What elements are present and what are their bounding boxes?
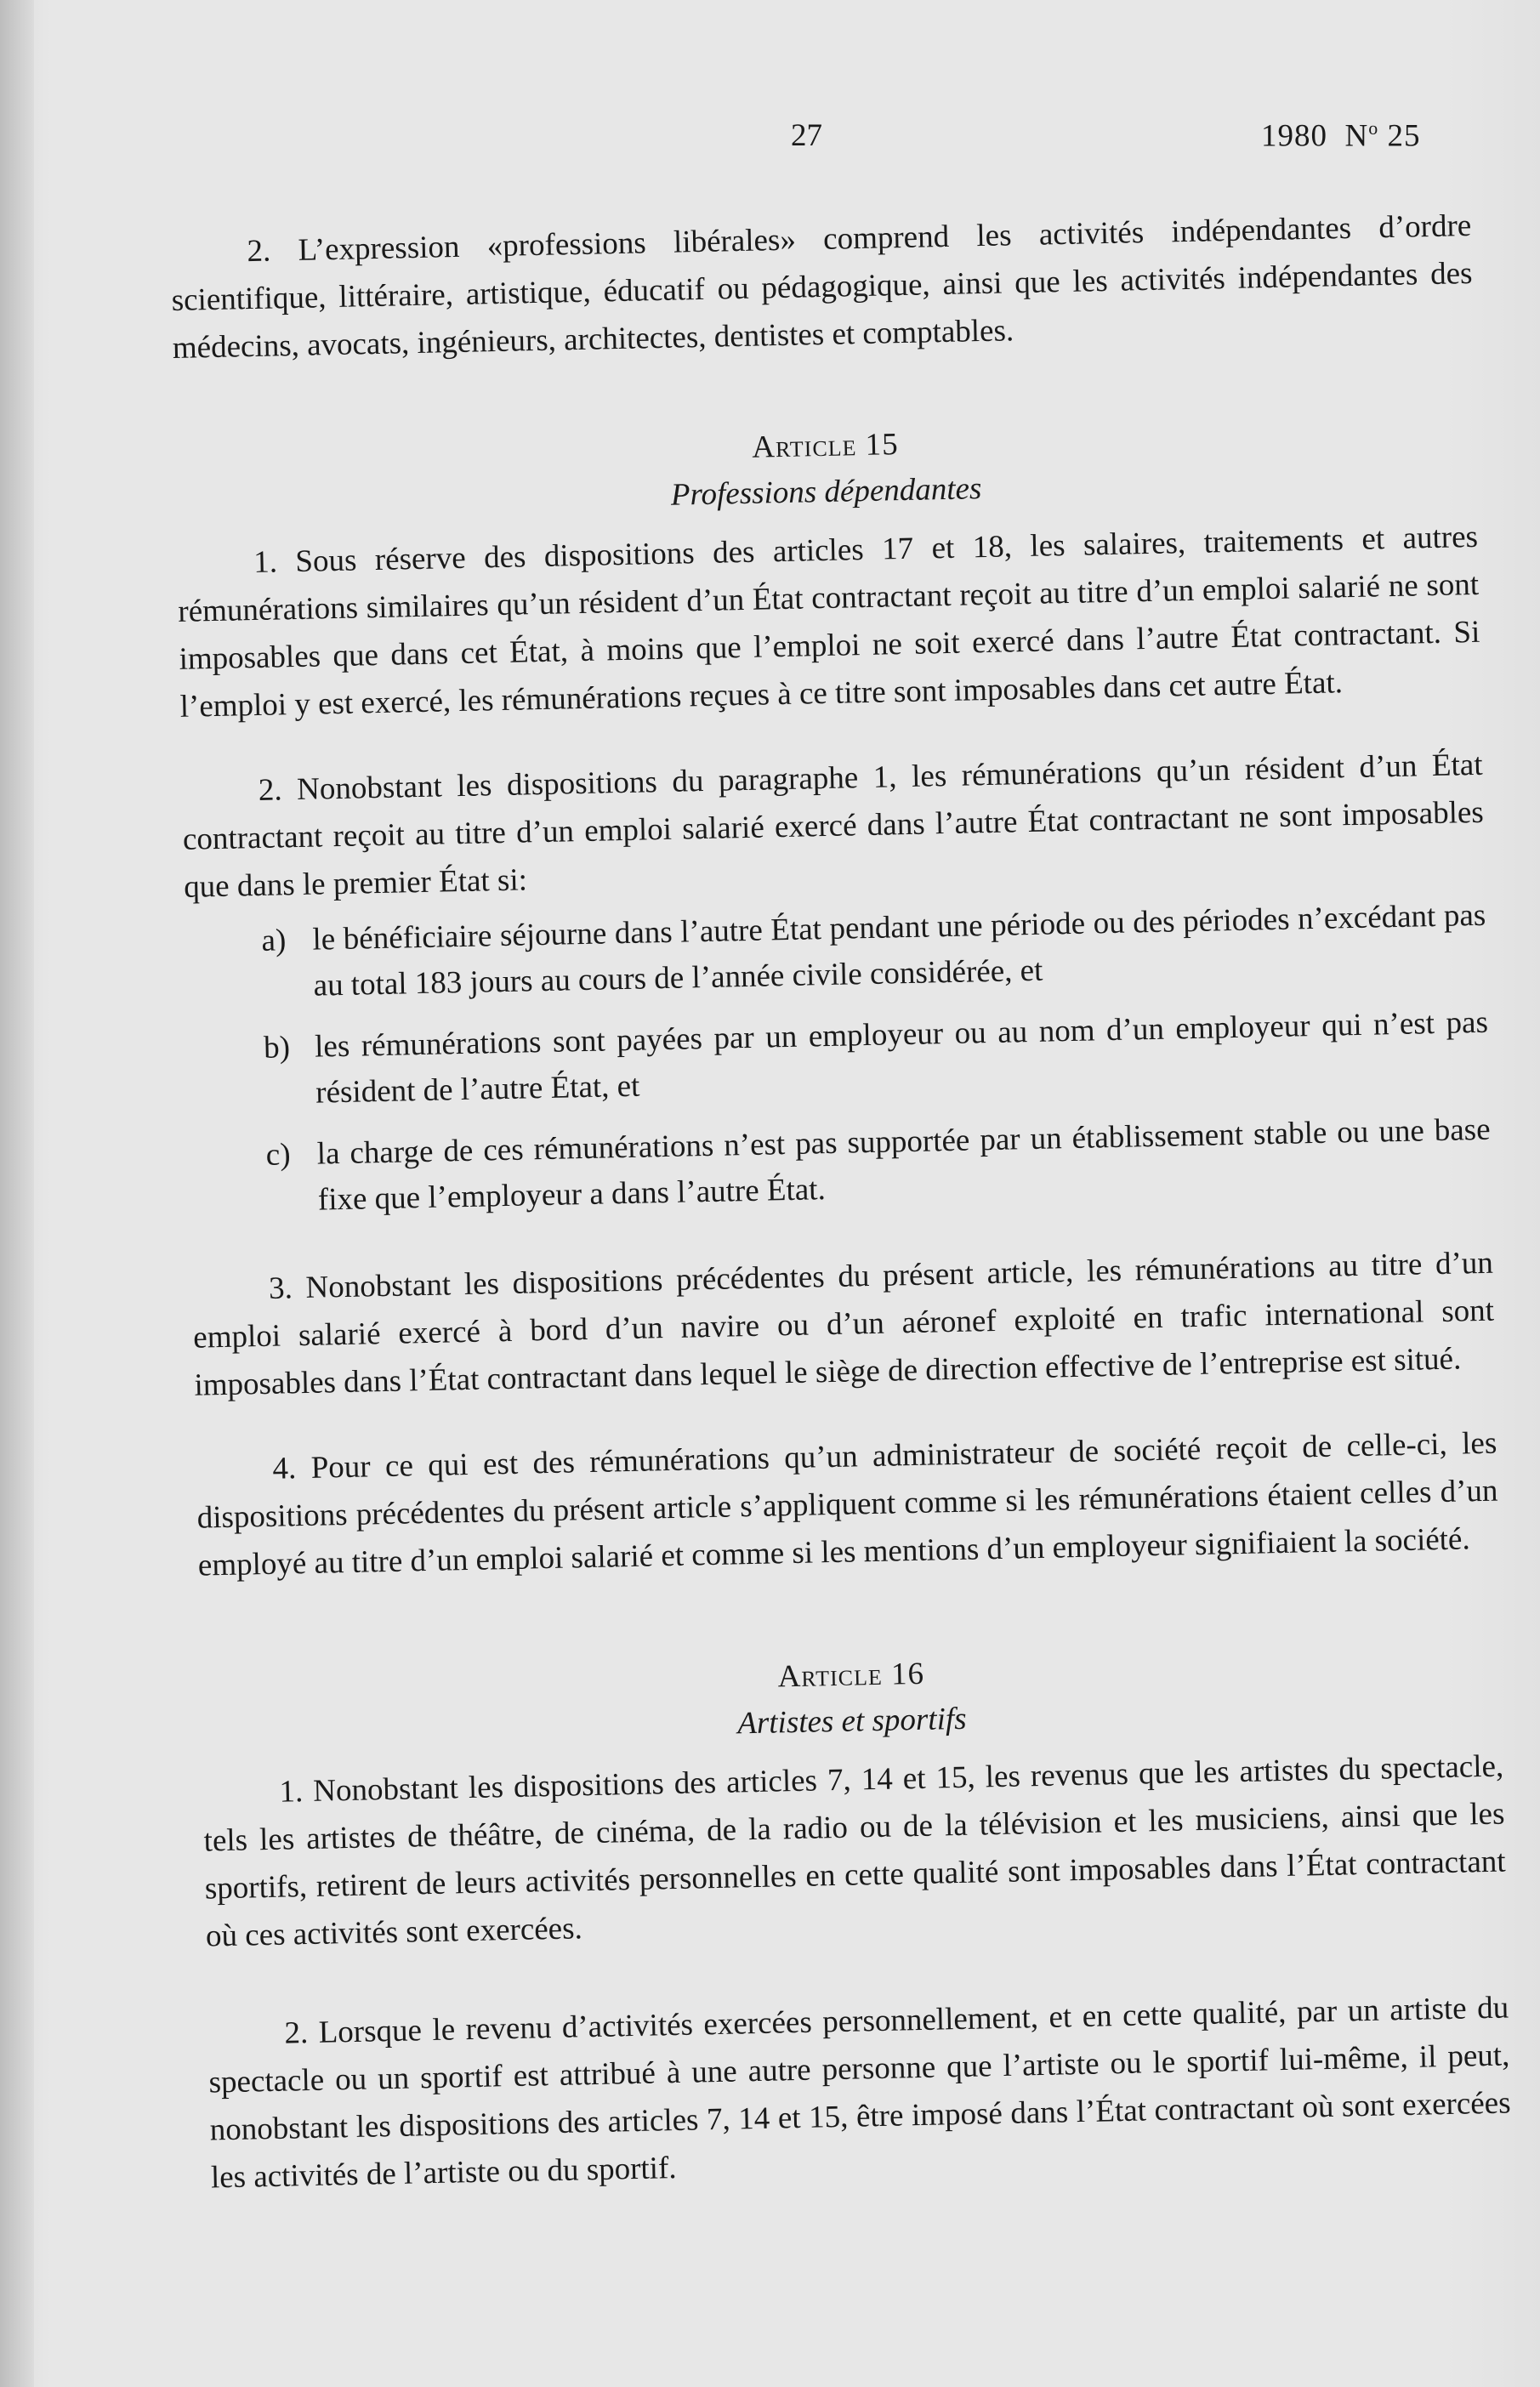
article-15-item-b: [187, 1000, 1490, 1119]
article-16-number: 16: [890, 1656, 925, 1692]
item-text: le bénéficiaire séjourne dans l’autre État pendant une période ou des périodes n’excédant pas au total 183 jours au cours de l’année civile considérée, et: [312, 897, 1486, 1003]
article-16-paragraph-1: 1. Nonobstant les dispositions des articles 7, 14 et 15, les revenus que les artistes du spectacle, tels les artistes de théâtre, de cinéma, de la radio ou de la télévision et les musiciens, ainsi que les sportifs, retirent de leurs activités personnelles en cette qualité sont imposables dans l’État contractant où ces activités sont exercées.: [203, 1748, 1506, 1954]
article-15-paragraph-4: 4. Pour ce qui est des rémunérations qu’un administrateur de société reçoit de celle-ci, les dispositions précédentes du présent article s’appliquent comme si les rémunérations étaient celles d’un employé au titre d’un emploi salarié et comme si les mentions d’un employeur signifiaient la société.: [196, 1425, 1498, 1583]
item-letter: b): [263, 1030, 291, 1066]
article-15-word: Article: [751, 428, 857, 465]
page-number: 27: [791, 118, 822, 153]
article-15-item-a: [185, 893, 1487, 1012]
article-15-number: 15: [865, 427, 900, 463]
item-text: les rémunérations sont payées par un employeur ou au nom d’un employeur qui n’est pas résident de l’autre État, et: [314, 1004, 1489, 1111]
article-15-item-c: [189, 1107, 1492, 1226]
issue-number: 25: [1387, 118, 1421, 154]
issue-reference: [1261, 117, 1420, 154]
item-text: la charge de ces rémunérations n’est pas supportée par un établissement stable ou une base fixe que l’employeur a dans l’autre État.: [316, 1111, 1491, 1218]
article-16-subtitle: Artistes et sportifs: [736, 1701, 967, 1742]
article-15-paragraph-2: 2. Nonobstant les dispositions du paragraphe 1, les rémunérations qu’un résident d’un État contractant reçoit au titre d’un emploi salarié exercé dans l’autre État contractant ne sont imposables que dans le premier État si:: [182, 747, 1485, 905]
page-binding-shadow: [0, 0, 34, 2387]
item-letter: a): [261, 923, 287, 958]
article-15-subtitle: Professions dépendantes: [670, 471, 982, 513]
intro-paragraph: 2. L’expression «professions libérales» comprend les activités indépendantes d’ordre scientifique, littéraire, artistique, éducatif ou pédagogique, ainsi que les activités indépendantes des médecins, avocats, ingénieurs, architectes, dentistes et comptables.: [171, 207, 1473, 366]
issue-label: N: [1344, 118, 1369, 154]
page-body: [170, 202, 1512, 2202]
article-15-paragraph-1: 1. Sous réserve des dispositions des articles 17 et 18, les salaires, traitements et autres rémunérations similaires qu’un résident d’un État contractant reçoit au titre d’un emploi salarié ne sont imposables que dans cet État, à moins que l’emploi ne soit exercé dans l’autre État contractant. Si l’emploi y est exercé, les rémunérations reçues à ce titre sont imposables dans cet autre État.: [177, 519, 1480, 725]
item-letter: c): [265, 1137, 291, 1173]
page-header: [0, 117, 1540, 168]
issue-year: 1980: [1261, 118, 1327, 154]
article-15-paragraph-3: 3. Nonobstant les dispositions précédentes du présent article, les rémunérations au titre d’un emploi salarié exercé à bord d’un navire ou d’un aéronef exploité en trafic international sont imposables dans l’État contractant dans lequel le siège de direction effective de l’entreprise est situé.: [192, 1245, 1495, 1403]
article-16-word: Article: [777, 1657, 884, 1695]
article-16-paragraph-2: 2. Lorsque le revenu d’activités exercées personnellement, et en cette qualité, par un artiste du spectacle ou un sportif est attribué à une autre personne que l’artiste ou le sportif lui-même, il peut, nonobstant les dispositions des articles 7, 14 et 15, être imposé dans l’État contractant où sont exercées les activités de l’artiste ou du sportif.: [208, 1990, 1511, 2196]
issue-label-sup: o: [1368, 117, 1379, 139]
